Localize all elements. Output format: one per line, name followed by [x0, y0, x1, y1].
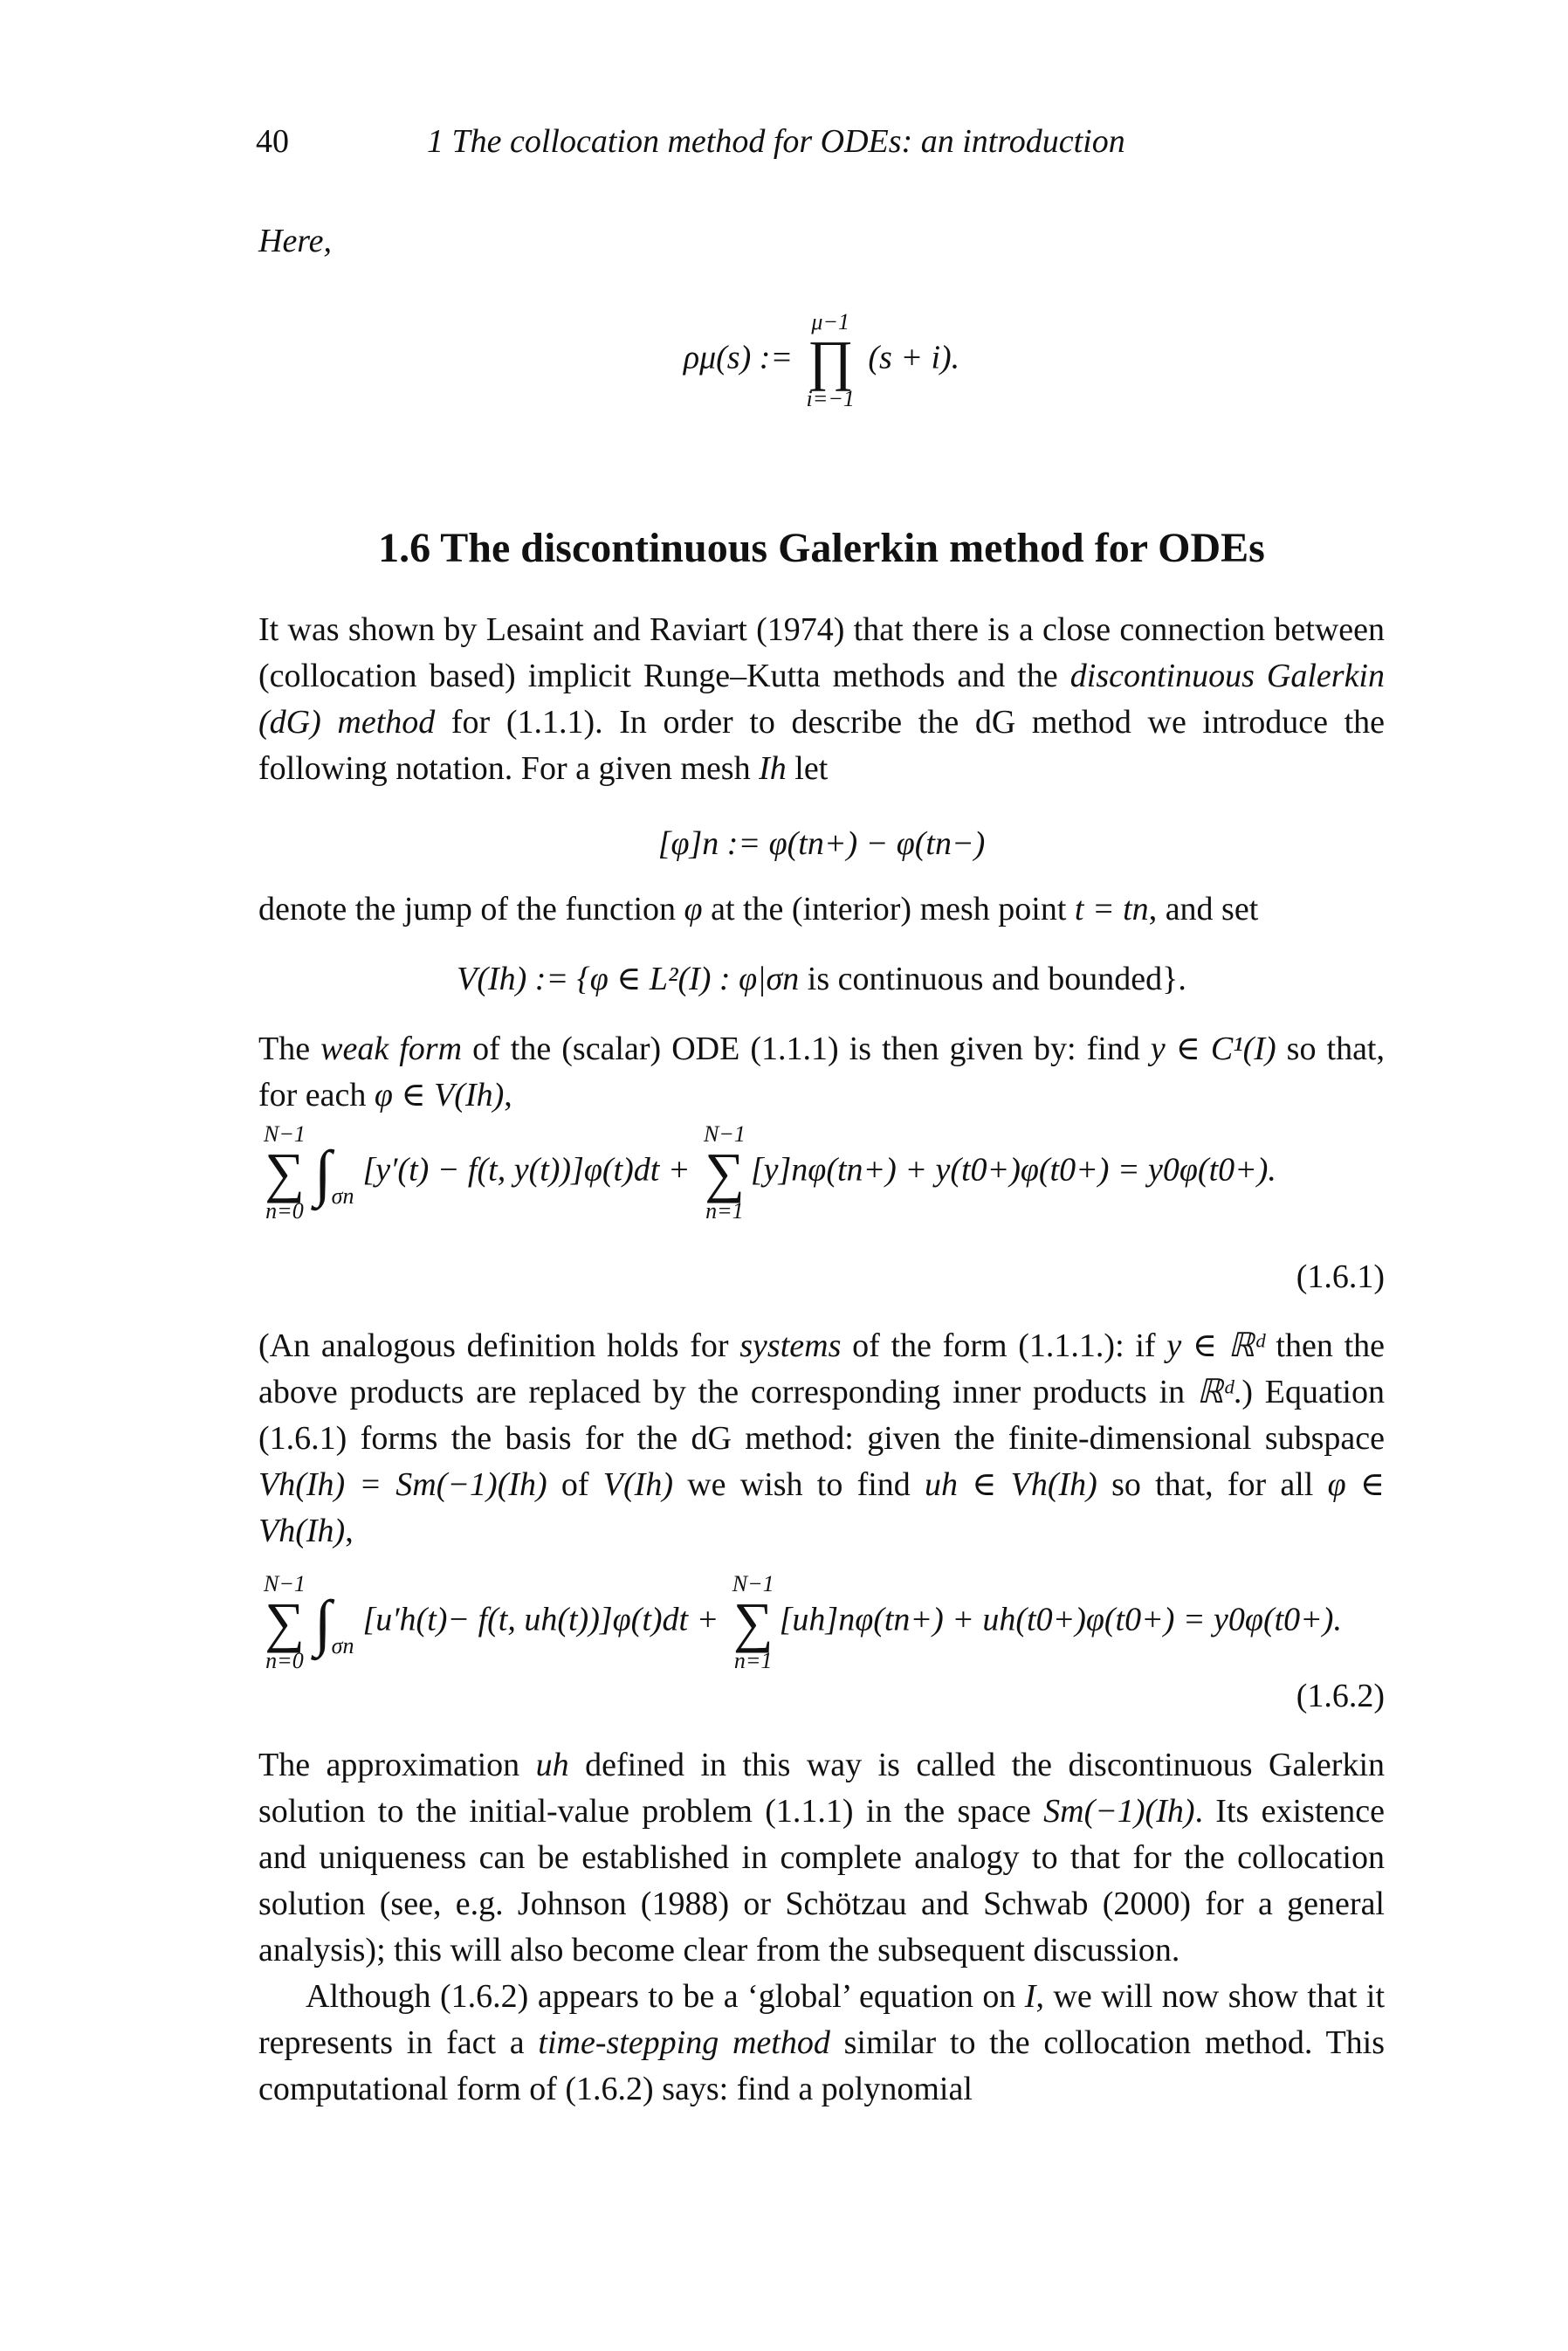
paragraph-systems: (An analogous definition holds for systems of the form (1.1.1.): if y ∈ ℝᵈ then the above products are replaced by the corresponding inner products in ℝᵈ.) Equation (1.6.1) forms the basis for the dG method: given the finite-dimensional subspace Vh(Ih) = Sm(−1)(Ih) of V(Ih) we wish to find uh ∈ Vh(Ih) so that, for all φ ∈ Vh(Ih), [258, 1327, 1385, 1549]
equation-1-6-1: N−1 ∑ n=0 $\int_{\sigma n}[y'(t) - f(t$, y(t))]φ(t)dt + N−1 ∑ n=1 [y]nφ(tn+) + y(t0+)φ(t0+) = y0φ(t0+). [264, 1121, 1276, 1224]
equation-label: (1.6.2) [1296, 1678, 1385, 1714]
rho-definition [258, 310, 1385, 411]
running-head [256, 122, 1389, 175]
sum-operator: N−1 ∑ n=0 [264, 1571, 306, 1673]
paragraph-time-stepping: Although (1.6.2) appears to be a ‘global’ equation on I, we will now show that it represents in fact a time-stepping method similar to the collocation method. This computational form of (1.6.2) says: find a polynomial [258, 1978, 1386, 2107]
page-number: 40 [256, 123, 289, 160]
paragraph-weak-form: The weak form of the (scalar) ODE (1.1.1) is then given by: find y ∈ C¹(I) so that, for each φ ∈ V(Ih), [258, 1031, 1385, 1113]
equation-label: (1.6.1) [1296, 1258, 1385, 1295]
jump-definition: [φ]n := φ(tn+) − φ(tn−) [657, 825, 986, 862]
integral-symbol: ∫ [313, 1137, 332, 1208]
rho-lhs: ρμ(s) := [683, 339, 794, 376]
paragraph-jump: denote the jump of the function φ at the (interior) mesh point t = tn, and set [258, 891, 1259, 927]
here-text: Here, [258, 223, 333, 259]
sum-operator: N−1 ∑ n=1 [732, 1571, 774, 1673]
chapter-title: 1 The collocation method for ODEs: an introduction [427, 123, 1125, 160]
paragraph-lesaint-raviart: It was shown by Lesaint and Raviart (1974) that there is a close connection between (collocation based) implicit Runge–Kutta methods and the discontinuous Galerkin (dG) method for (1.1.1). In order to describe the dG method we introduce the following notation. For a given mesh Ih let [258, 611, 1385, 787]
integral-symbol: ∫ [313, 1587, 332, 1658]
product-operator: μ−1 ∏ i=−1 [806, 309, 855, 411]
paragraph-dg-solution: The approximation uh defined in this way is called the discontinuous Galerkin solution to the initial-value problem (1.1.1) in the space Sm(−1)(Ih). Its existence and uniqueness can be established in complete analogy to that for the collocation solution (see, e.g. Johnson (1988) or Schötzau and Schwab (2000) for a general analysis); this will also become clear from the subsequent discussion. [258, 1747, 1385, 1968]
section-heading: 1.6 The discontinuous Galerkin method for ODEs [378, 525, 1265, 571]
rho-rhs: (s + i). [868, 339, 960, 376]
space-definition: V(Ih) := {φ ∈ L²(I) : φ|σn is continuous and bounded}. [457, 961, 1186, 997]
equation-1-6-2: N−1 ∑ n=0 $\int_{\sigma n}[u'h(t)- f(t$, uh(t))]φ(t)dt + N−1 ∑ n=1 [uh]nφ(tn+) + uh(t0+)φ(t0+) = y0φ(t0+). [264, 1571, 1342, 1673]
sum-operator: N−1 ∑ n=1 [703, 1121, 746, 1224]
sum-operator: N−1 ∑ n=0 [264, 1121, 306, 1224]
